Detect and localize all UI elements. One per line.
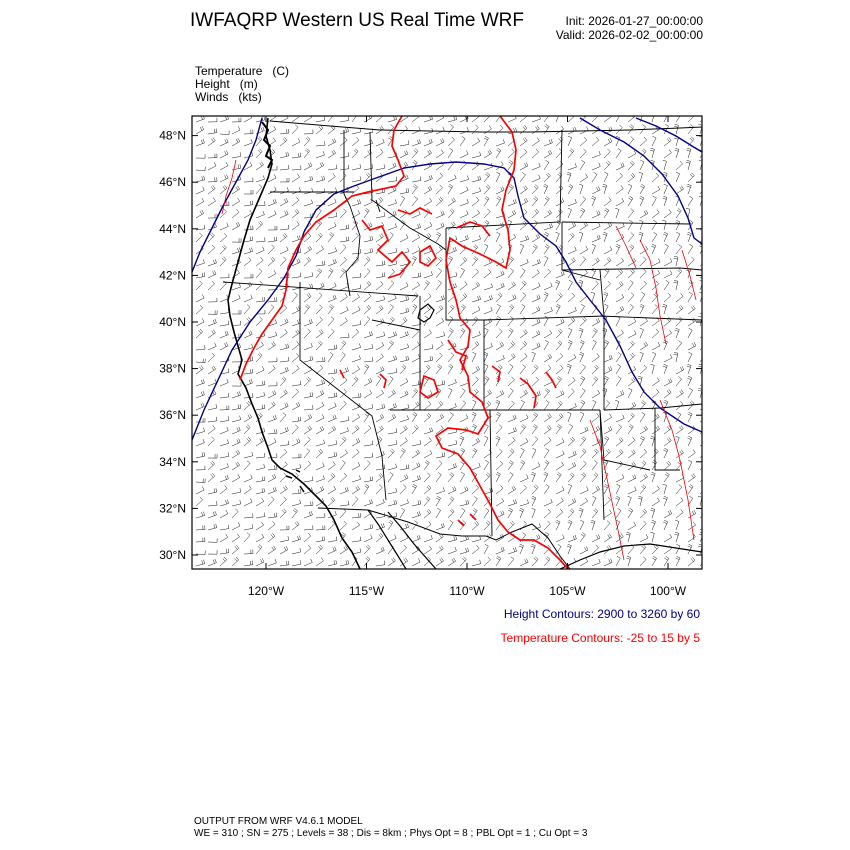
footer-line-1: OUTPUT FROM WRF V4.6.1 MODEL	[194, 816, 363, 827]
model-footer	[194, 816, 587, 840]
temperature-contours	[240, 116, 568, 569]
lon-tick-label: 110°W	[449, 584, 485, 598]
wind-barb-grid	[196, 112, 708, 566]
state-borders	[223, 130, 702, 536]
init-time: Init: 2026-01-27_00:00:00	[565, 14, 703, 28]
plot-title: IWFAQRP Western US Real Time WRF	[190, 10, 524, 31]
field-label-winds: Winds (kts)	[195, 90, 262, 104]
lon-tick-label: 120°W	[247, 584, 285, 598]
height-contour-note: Height Contours: 2900 to 3260 by 60	[503, 607, 700, 621]
lon-tick-label: 105°W	[549, 584, 586, 598]
lat-tick-label: 46°N	[159, 175, 186, 190]
lat-tick-label: 30°N	[159, 548, 186, 562]
lat-tick-label: 32°N	[159, 501, 186, 516]
lat-tick-label: 34°N	[159, 454, 186, 469]
temperature-contour-note: Temperature Contours: -25 to 15 by 5	[500, 631, 700, 645]
valid-time: Valid: 2026-02-02_00:00:00	[555, 28, 703, 42]
map-frame	[192, 116, 702, 569]
temperature-contours-thin	[222, 160, 696, 560]
lat-tick-label: 38°N	[159, 361, 186, 376]
field-label-height: Height (m)	[195, 77, 258, 91]
coastline	[228, 118, 360, 569]
lon-tick-label: 115°W	[348, 584, 385, 598]
lat-tick-label: 44°N	[159, 221, 186, 236]
gulf-of-california	[368, 510, 436, 569]
lat-tick-label: 48°N	[159, 128, 186, 143]
lat-tick-label: 36°N	[159, 408, 186, 423]
footer-line-2: WE = 310 ; SN = 275 ; Levels = 38 ; Dis = 8km ; Phys Opt = 8 ; PBL Opt = 1 ; Cu Opt = 3	[194, 828, 588, 839]
lat-tick-label: 40°N	[159, 315, 186, 329]
lon-tick-label: 100°W	[649, 584, 687, 598]
wind-barbs	[196, 112, 708, 566]
field-label-temperature: Temperature (C)	[195, 64, 290, 78]
lat-tick-label: 42°N	[159, 268, 186, 283]
canada-border	[270, 121, 702, 132]
